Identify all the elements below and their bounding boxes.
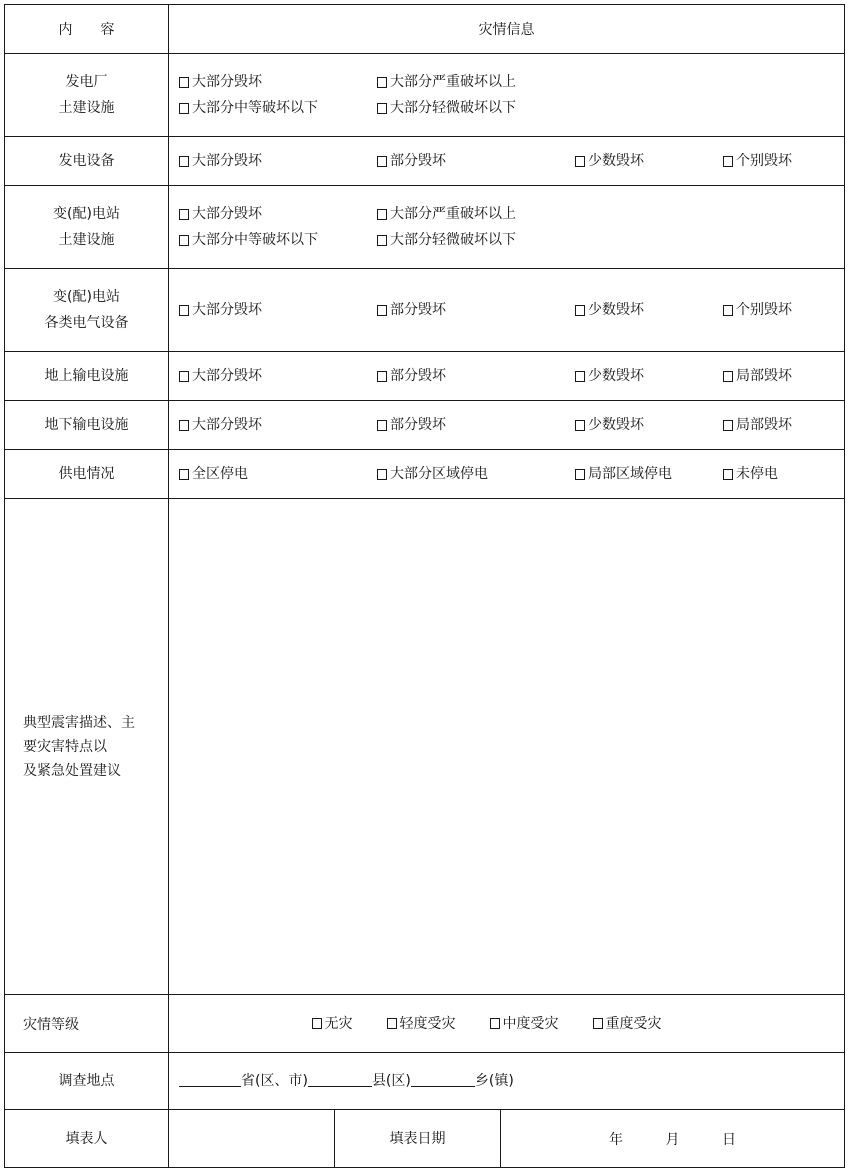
row-label: 典型震害描述、主 要灾害特点以 及紧急处置建议 [5,499,169,995]
checkbox-icon[interactable] [179,469,189,480]
row-plant-civil [5,54,845,137]
checkbox-icon[interactable] [387,1018,397,1029]
header-info-label: 灾情信息 [169,5,845,54]
province-blank[interactable] [179,1070,241,1087]
checkbox-icon[interactable] [723,469,733,480]
checkbox-option[interactable]: 局部毁坏 [723,412,792,438]
checkbox-icon[interactable] [179,305,189,316]
options-cell [169,54,845,137]
row-substation-electric [5,269,845,352]
disaster-report-form [4,4,844,1170]
options-cell [169,352,845,401]
checkbox-option[interactable]: 大部分中等破坏以下 [179,227,377,253]
checkbox-icon[interactable] [179,103,189,114]
row-disaster-level [5,995,845,1053]
checkbox-icon[interactable] [575,305,585,316]
filler-label: 填表人 [5,1110,169,1168]
checkbox-option[interactable]: 大部分毁坏 [179,69,377,95]
row-power-supply [5,450,845,499]
checkbox-icon[interactable] [490,1018,500,1029]
checkbox-option[interactable]: 部分毁坏 [377,412,575,438]
checkbox-option[interactable]: 局部毁坏 [723,363,792,389]
checkbox-option[interactable]: 少数毁坏 [575,297,723,323]
options-cell [169,137,845,186]
checkbox-icon[interactable] [179,371,189,382]
row-label: 供电情况 [5,450,169,499]
checkbox-option[interactable]: 大部分毁坏 [179,148,377,174]
checkbox-icon[interactable] [377,305,387,316]
options-cell [169,995,845,1053]
row-description [5,499,845,995]
form-table [4,4,845,1168]
options-cell [169,186,845,269]
checkbox-icon[interactable] [723,156,733,167]
row-underground-lines [5,401,845,450]
checkbox-option[interactable]: 大部分毁坏 [179,412,377,438]
checkbox-option[interactable]: 少数毁坏 [575,412,723,438]
checkbox-option[interactable]: 大部分严重破坏以上 [377,201,516,227]
checkbox-option[interactable]: 大部分毁坏 [179,297,377,323]
checkbox-icon[interactable] [377,420,387,431]
checkbox-option[interactable]: 少数毁坏 [575,363,723,389]
options-cell [169,450,845,499]
row-label: 发电设备 [5,137,169,186]
row-location [5,1053,845,1110]
checkbox-option[interactable]: 大部分严重破坏以上 [377,69,516,95]
checkbox-icon[interactable] [575,156,585,167]
checkbox-option[interactable]: 部分毁坏 [377,297,575,323]
checkbox-option[interactable]: 无灾 [312,1011,353,1037]
location-cell: 省(区、市) 县(区) 乡(镇) [169,1053,845,1110]
checkbox-icon[interactable] [723,420,733,431]
checkbox-icon[interactable] [575,420,585,431]
checkbox-option[interactable]: 个别毁坏 [723,297,792,323]
row-label: 变(配)电站 土建设施 [5,186,169,269]
row-label: 调查地点 [5,1053,169,1110]
checkbox-icon[interactable] [312,1018,322,1029]
township-blank[interactable] [411,1070,475,1087]
row-label: 地下输电设施 [5,401,169,450]
row-gen-equipment [5,137,845,186]
row-substation-civil [5,186,845,269]
row-label: 发电厂 土建设施 [5,54,169,137]
checkbox-icon[interactable] [377,156,387,167]
checkbox-option[interactable]: 大部分毁坏 [179,201,377,227]
checkbox-option[interactable]: 大部分中等破坏以下 [179,95,377,121]
checkbox-option[interactable]: 部分毁坏 [377,363,575,389]
checkbox-icon[interactable] [575,371,585,382]
checkbox-option[interactable]: 大部分轻微破坏以下 [377,227,516,253]
row-label: 地上输电设施 [5,352,169,401]
month-label: 月 [665,1131,680,1148]
checkbox-icon[interactable] [179,77,189,88]
checkbox-icon[interactable] [377,235,387,246]
checkbox-icon[interactable] [377,103,387,114]
checkbox-option[interactable]: 中度受灾 [490,1011,559,1037]
checkbox-icon[interactable] [723,371,733,382]
checkbox-icon[interactable] [377,77,387,88]
checkbox-icon[interactable] [377,469,387,480]
year-label: 年 [609,1131,624,1148]
checkbox-option[interactable]: 大部分轻微破坏以下 [377,95,516,121]
checkbox-icon[interactable] [179,209,189,220]
checkbox-option[interactable]: 局部区域停电 [575,461,723,487]
description-field[interactable] [169,499,845,995]
date-field[interactable] [501,1110,845,1168]
checkbox-icon[interactable] [377,209,387,220]
checkbox-option[interactable]: 个别毁坏 [723,148,792,174]
header-content-label: 内 容 [5,5,169,54]
checkbox-icon[interactable] [179,156,189,167]
date-label: 填表日期 [335,1110,501,1168]
checkbox-option[interactable]: 全区停电 [179,461,377,487]
checkbox-icon[interactable] [575,469,585,480]
checkbox-option[interactable]: 未停电 [723,461,778,487]
checkbox-option[interactable]: 大部分毁坏 [179,363,377,389]
checkbox-icon[interactable] [179,235,189,246]
checkbox-icon[interactable] [723,305,733,316]
day-label: 日 [721,1131,736,1148]
checkbox-option[interactable]: 少数毁坏 [575,148,723,174]
checkbox-icon[interactable] [179,420,189,431]
row-footer [5,1110,845,1168]
checkbox-icon[interactable] [593,1018,603,1029]
row-label: 变(配)电站 各类电气设备 [5,269,169,352]
checkbox-option[interactable]: 大部分区域停电 [377,461,575,487]
checkbox-option[interactable]: 重度受灾 [593,1011,662,1037]
checkbox-icon[interactable] [377,371,387,382]
county-blank[interactable] [308,1070,372,1087]
row-overhead-lines [5,352,845,401]
options-cell [169,269,845,352]
header-row [5,5,845,54]
options-cell [169,401,845,450]
filler-field[interactable] [169,1110,335,1168]
row-label: 灾情等级 [5,995,169,1053]
checkbox-option[interactable]: 部分毁坏 [377,148,575,174]
checkbox-option[interactable]: 轻度受灾 [387,1011,456,1037]
